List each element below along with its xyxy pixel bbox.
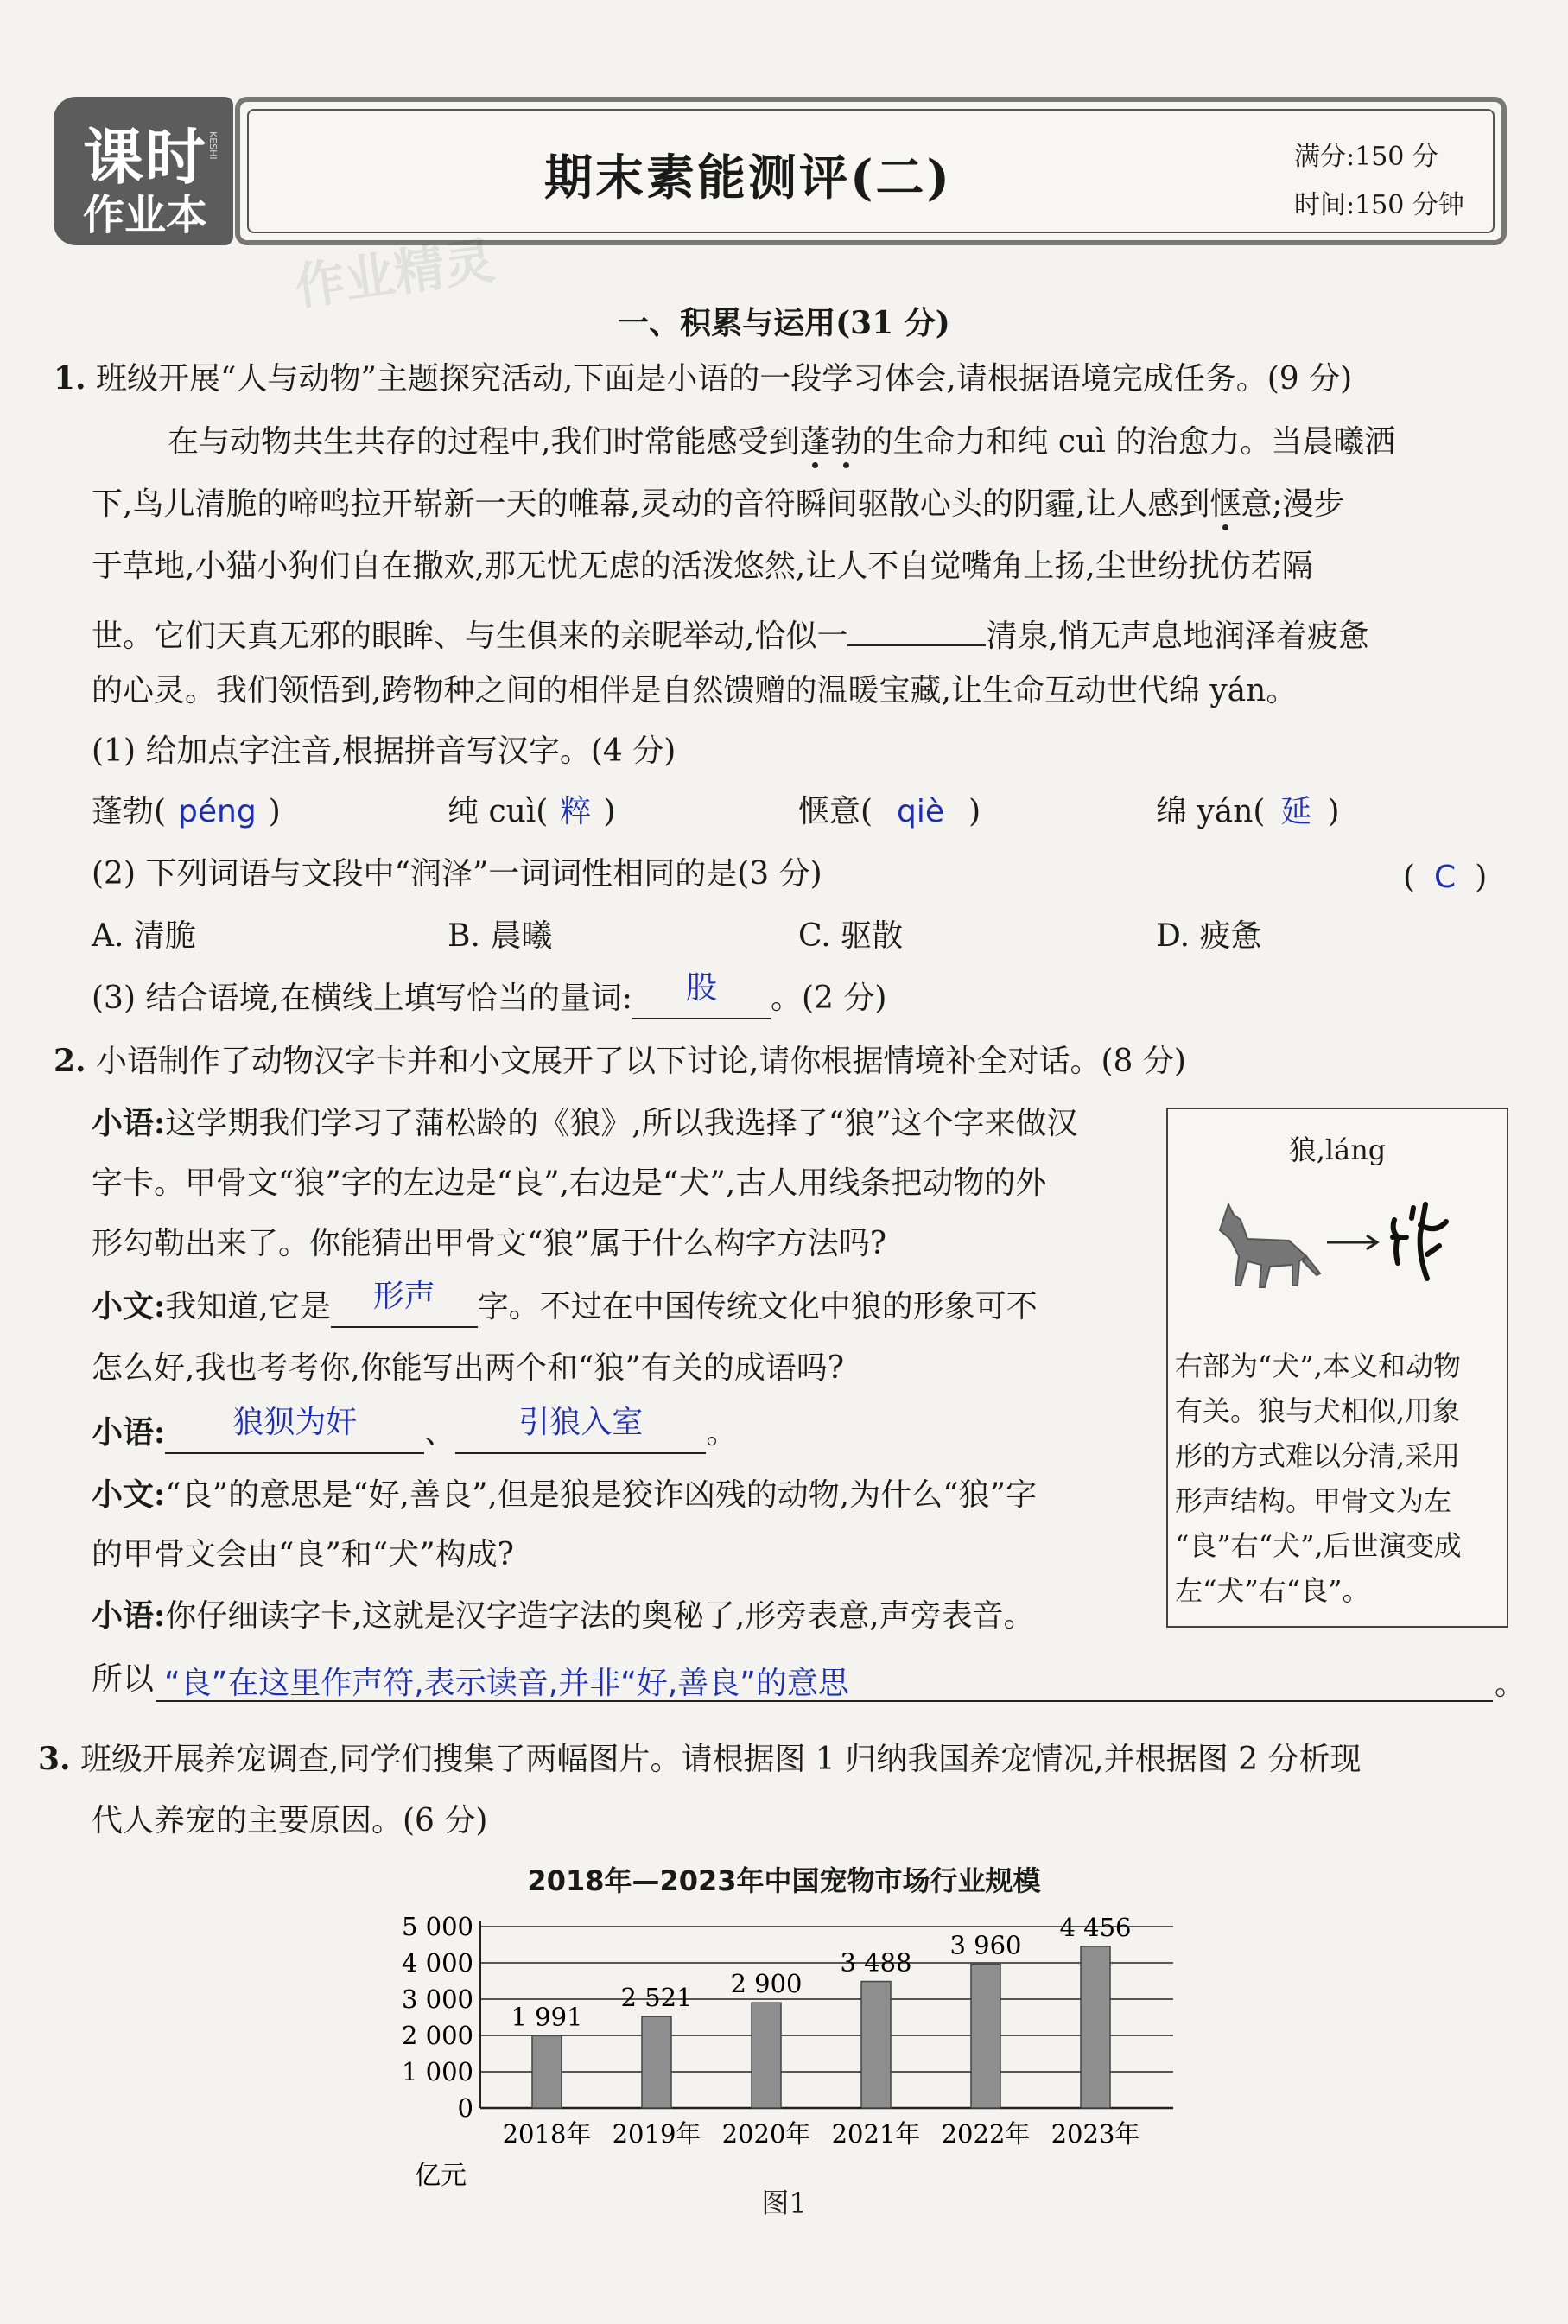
dotted-char: 蓬 — [799, 424, 831, 460]
answer-text[interactable]: péng — [178, 794, 257, 829]
dialog-text: 这学期我们学习了蒲松龄的《狼》,所以我选择了“狼”这个字来做汉 — [165, 1106, 1078, 1141]
q1-passage-line-5: 的心灵。我们领悟到,跨物种之间的相伴是自然馈赠的温暖宝藏,让生命互动世代绵 yán。 — [92, 673, 1298, 708]
q3-stem — [38, 1743, 1362, 1775]
dialog-text: 你仔细读字卡,这就是汉字造字法的奥秘了,形旁表意,声旁表音。 — [165, 1598, 1035, 1634]
q1-passage-line-3: 于草地,小猫小狗们自在撒欢,那无忧无虑的活泼悠然,让人不自觉嘴角上扬,尘世纷扰仿若隔 — [92, 549, 1313, 584]
answer-text: 狼狈为奸 — [232, 1405, 358, 1440]
answer-underline — [156, 1700, 1493, 1702]
paren-open: ( — [1403, 860, 1416, 895]
q1-sub3 — [92, 970, 887, 1019]
q1-sub1-item-3 — [798, 794, 981, 829]
y-tick-label: 2 000 — [401, 2021, 473, 2050]
bar — [642, 2016, 671, 2108]
dotted-word — [799, 424, 861, 460]
q1-sub2: (2) 下列词语与文段中“润泽”一词词性相同的是(3 分) — [92, 856, 822, 892]
answer-text[interactable]: 粹 — [560, 794, 592, 829]
passage-text: 清泉,悄无声息地润泽着疲惫 — [986, 619, 1369, 654]
option-c[interactable]: C. 驱散 — [798, 918, 904, 954]
passage-text: 世。它们天真无邪的眼眸、与生俱来的亲昵举动,恰似一 — [92, 619, 848, 654]
option-d[interactable]: D. 疲惫 — [1156, 918, 1262, 954]
speaker-xiaowen: 小文: — [92, 1288, 166, 1324]
card-title: 狼,láng — [1288, 1133, 1387, 1166]
full-score: 满分:150 分 — [1294, 142, 1438, 172]
q2-stem — [54, 1045, 1186, 1077]
dotted-word: 惬 — [1209, 486, 1241, 522]
dialog-line: 所以 — [92, 1661, 155, 1697]
bar — [861, 1982, 891, 2108]
bar-value-label: 2 900 — [730, 1969, 803, 1999]
item-label: 绵 yán( — [1156, 794, 1266, 829]
period: 。 — [1495, 1667, 1527, 1702]
blank-measure-word[interactable] — [847, 613, 986, 646]
answer-text: 形声 — [372, 1279, 435, 1314]
answer-text[interactable]: C — [1434, 860, 1457, 895]
y-tick-label: 3 000 — [401, 1984, 473, 2014]
x-tick-label: 2019年 — [612, 2119, 701, 2149]
bar-value-label: 3 488 — [840, 1947, 912, 1978]
speaker-xiaoyu: 小语: — [92, 1597, 166, 1634]
item-close: ) — [968, 794, 981, 829]
brand-logo — [54, 97, 233, 245]
q1-sub2-answer-box — [1403, 862, 1487, 893]
dialog-text: “良”的意思是“好,善良”,但是狼是狡诈凶残的动物,为什么“狼”字 — [165, 1477, 1038, 1513]
passage-text: 下,鸟儿清脆的啼鸣拉开崭新一天的帷幕,灵动的音符瞬间驱散心头的阴霾,让人感到 — [92, 486, 1210, 522]
bar — [1081, 1946, 1110, 2108]
q1-number: 1. — [54, 360, 86, 397]
sub3-text: 。(2 分) — [771, 981, 887, 1016]
dialog-line — [92, 1476, 1038, 1513]
logo-bottom-text: 作业本 — [83, 191, 208, 239]
x-tick-label: 2021年 — [831, 2119, 921, 2149]
speaker-xiaoyu: 小语: — [92, 1414, 166, 1451]
dialog-line — [92, 1105, 1078, 1141]
item-label: 纯 cuì( — [448, 794, 549, 829]
bar — [752, 2003, 781, 2108]
blank-measure-word[interactable] — [632, 970, 771, 1019]
q2-stem-text: 小语制作了动物汉字卡并和小文展开了以下讨论,请你根据情境补全对话。(8 分) — [96, 1044, 1186, 1079]
item-label: 惬意( — [798, 794, 873, 829]
y-tick-label: 1 000 — [401, 2057, 473, 2086]
dialog-line — [92, 1279, 1038, 1328]
q1-sub1-item-4 — [1156, 794, 1340, 829]
x-tick-label: 2018年 — [502, 2119, 592, 2149]
bar-value-label: 2 521 — [620, 1983, 693, 2013]
wolf-icon — [1220, 1204, 1320, 1287]
answer-text[interactable]: qiè — [897, 794, 945, 829]
card-text-line: 左“犬”右“良”。 — [1175, 1574, 1370, 1607]
speaker-xiaowen: 小文: — [92, 1476, 166, 1513]
bar — [971, 1965, 1000, 2108]
blank-idiom-1[interactable] — [165, 1405, 424, 1454]
card-text-line: 形的方式难以分清,采用 — [1175, 1439, 1461, 1472]
x-tick-label: 2022年 — [941, 2119, 1031, 2149]
dialog-line: 字卡。甲骨文“狼”字的左边是“良”,右边是“犬”,古人用线条把动物的外 — [92, 1165, 1047, 1201]
item-close: ) — [268, 794, 281, 829]
x-tick-label: 2023年 — [1051, 2119, 1140, 2149]
q1-sub1-item-1 — [92, 794, 281, 829]
q1-stem-text: 班级开展“人与动物”主题探究活动,下面是小语的一段学习体会,请根据语境完成任务。(9 分) — [96, 361, 1353, 397]
q1-passage-line-2 — [92, 486, 1345, 522]
logo-top-text: 课时 — [83, 122, 207, 193]
page-title: 期末素能测评(二) — [544, 149, 952, 206]
passage-text: 的生命力和纯 cuì 的治愈力。当晨曦洒 — [861, 424, 1396, 460]
x-tick-label: 2020年 — [721, 2119, 811, 2149]
q1-passage-line-4 — [92, 613, 1369, 652]
card-text-line: 有关。狼与犬相似,用象 — [1175, 1394, 1461, 1427]
q3-stem-line-2: 代人养宠的主要原因。(6 分) — [92, 1803, 488, 1838]
dialog-text: 字。不过在中国传统文化中狼的形象可不 — [477, 1289, 1038, 1324]
card-text-line: 形声结构。甲骨文为左 — [1175, 1484, 1452, 1517]
chart-title: 2018年—2023年中国宠物市场行业规模 — [527, 1864, 1041, 1897]
card-text-line: 右部为“犬”,本义和动物 — [1175, 1349, 1461, 1382]
bar-chart — [0, 1901, 1568, 2191]
character-card — [1166, 1108, 1508, 1628]
blank-formation-method[interactable] — [331, 1279, 478, 1328]
q1-stem — [54, 360, 1353, 397]
item-label: 蓬勃( — [92, 794, 167, 829]
figure-caption: 图1 — [761, 2187, 807, 2219]
dialog-text: 我知道,它是 — [165, 1289, 331, 1324]
sub3-text: (3) 结合语境,在横线上填写恰当的量词: — [92, 981, 633, 1016]
q1-sub1-item-2 — [448, 794, 616, 829]
item-close: ) — [1327, 794, 1340, 829]
passage-text: 在与动物共生共存的过程中,我们时常能感受到 — [168, 424, 800, 460]
answer-text: 引狼入室 — [518, 1405, 644, 1440]
answer-text[interactable]: “良”在这里作声符,表示读音,并非“好,善良”的意思 — [164, 1666, 849, 1701]
q3-stem-text: 班级开展养宠调查,同学们搜集了两幅图片。请根据图 1 归纳我国养宠情况,并根据图 2 分析现 — [80, 1742, 1362, 1777]
oracle-bone-lang-icon — [1393, 1204, 1446, 1279]
q3-number: 3. — [38, 1741, 71, 1777]
dialog-line — [92, 1405, 738, 1454]
q1-passage-line-1 — [168, 424, 1396, 460]
dialog-line — [92, 1597, 1035, 1634]
item-close: ) — [603, 794, 616, 829]
option-a[interactable]: A. 清脆 — [92, 918, 196, 954]
y-tick-label: 4 000 — [401, 1948, 473, 1978]
answer-text: 股 — [686, 970, 718, 1006]
passage-text: 意;漫步 — [1241, 486, 1345, 522]
y-tick-label: 5 000 — [401, 1912, 473, 1941]
period: 。 — [706, 1415, 738, 1451]
bar — [532, 2035, 562, 2108]
y-axis-unit-label: 亿元 — [415, 2161, 467, 2191]
bar-value-label: 3 960 — [949, 1930, 1022, 1960]
card-illustration — [1168, 1170, 1507, 1308]
paren-close: ) — [1475, 860, 1488, 895]
dotted-char: 勃 — [830, 424, 862, 460]
y-tick-label: 0 — [457, 2093, 473, 2123]
q1-sub1: (1) 给加点字注音,根据拼音写汉字。(4 分) — [92, 733, 676, 769]
time-limit: 时间:150 分钟 — [1294, 190, 1464, 220]
q2-number: 2. — [54, 1043, 86, 1079]
logo-side-text: KESHI — [207, 131, 219, 160]
arrow-icon — [1327, 1235, 1377, 1249]
answer-text[interactable]: 延 — [1280, 794, 1312, 829]
card-text-line: “良”右“犬”,后世演变成 — [1175, 1529, 1462, 1562]
section-title: 一、积累与运用(31 分) — [618, 305, 950, 341]
bar-value-label: 4 456 — [1059, 1912, 1132, 1942]
dialog-line: 形勾勒出来了。你能猜出甲骨文“狼”属于什么构字方法吗? — [92, 1226, 887, 1261]
title-frame — [235, 97, 1507, 245]
blank-idiom-2[interactable] — [455, 1405, 706, 1454]
watermark: 作业精灵 — [291, 231, 498, 317]
dialog-line: 怎么好,我也考考你,你能写出两个和“狼”有关的成语吗? — [92, 1350, 844, 1386]
option-b[interactable]: B. 晨曦 — [448, 918, 553, 954]
dialog-line: 的甲骨文会由“良”和“犬”构成? — [92, 1537, 514, 1572]
speaker-xiaoyu: 小语: — [92, 1105, 166, 1141]
bar-value-label: 1 991 — [511, 2002, 583, 2032]
separator: 、 — [424, 1415, 456, 1451]
